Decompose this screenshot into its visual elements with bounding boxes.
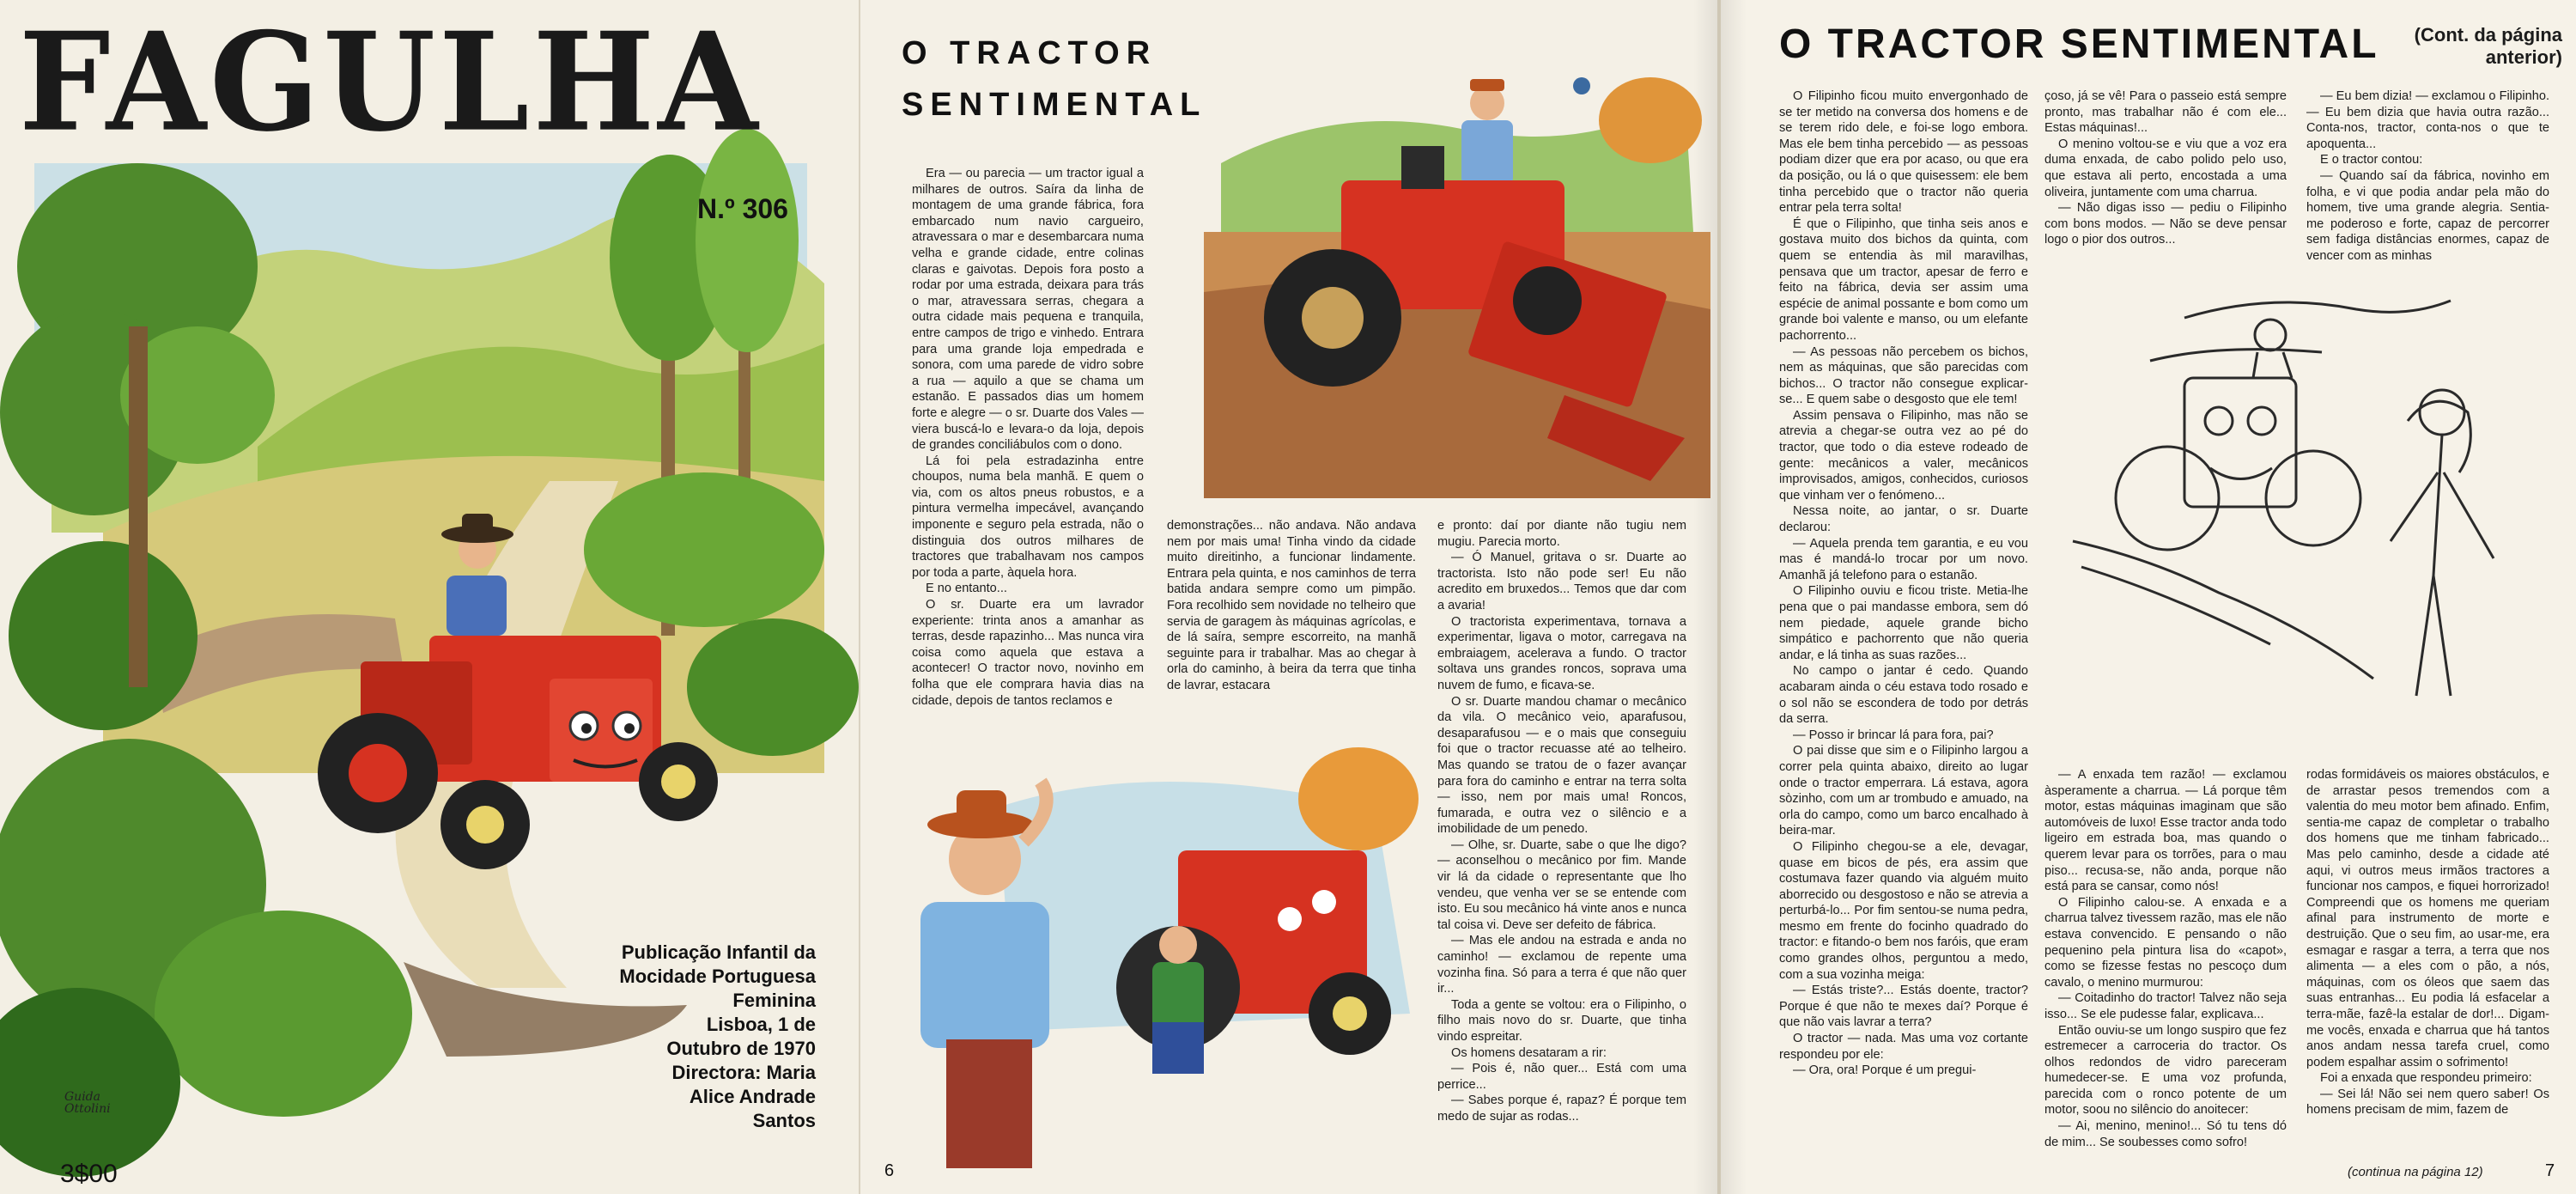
paragraph: — Ó Manuel, gritava o sr. Duarte ao tractorista. Isto não pode ser! Eu não acredito em bruxedos... Temos que dar com a avaria! xyxy=(1437,551,1686,612)
paragraph: — Aquela prenda tem garantia, e eu vou mas é mandá-lo trocar por um novo. Amanhã já telefono para o estanão. xyxy=(1779,536,2028,582)
page-number: 6 xyxy=(884,1161,895,1180)
paragraph: — Ora, ora! Porque é um pregui- xyxy=(1793,1063,1977,1078)
paragraph: Era — ou parecia — um tractor igual a milhares de outros. Saíra da linha de montagem de uma grande fábrica, fora embarcado num navio cargueiro, atravessara o mar e desembarcara numa velha e grande cidade, entre colinas claras e gaivotas. Depois fora posto a rodar por uma estrada, deixara para trás o mar, atravessara serras, chegara a outra cidade mais pequena e tranquila, entre campos de trigo e vinhedo. Entrara para uma grande loja empedrada e sonora, com uma parede de vidro sobre a rua — aquilo a que se chama um estanão. E passados dias um homem forte e alegre — o sr. Duarte dos Vales — viera buscá-lo e levara-o da loja, depois de grandes conciliábulos com o dono. xyxy=(912,167,1144,453)
paragraph: E o tractor contou: xyxy=(2320,153,2423,168)
paragraph: — Quando saí da fábrica, novinho em folha, e vi que podia andar pela mão do homem, tive uma grande alegria. Sentia-me poderoso e forte, capaz de percorrer sem fadiga distâncias enormes, capaz de vencer com as minhas xyxy=(2306,168,2549,263)
article-column-1 xyxy=(1779,88,2028,1079)
paragraph: E no entanto... xyxy=(926,582,1007,596)
continued-on-note: (continua na página 12) xyxy=(2348,1165,2483,1179)
paragraph: O tractor — nada. Mas uma voz cortante respondeu por ele: xyxy=(1779,1032,2028,1062)
paragraph: O Filipinho calou-se. A enxada e a charrua talvez tivessem razão, mas ele não estava convencido. E pensando o não pequenino pela pintura lisa do «capot», como se fizesse festas no pescoço dum cavalo, o menino murmurou: xyxy=(2044,895,2287,990)
paragraph: — Coitadinho do tractor! Talvez não seja isso... Se ele pudesse falar, explicava... xyxy=(2044,991,2287,1021)
paragraph: O Filipinho ouviu e ficou triste. Metia-lhe pena que o pai mandasse embora, sem dó nem piedade, aquele grande bicho simpático e pachorrento que não queria andar, e lá tinha as suas razões... xyxy=(1779,584,2028,662)
paragraph: — As pessoas não percebem os bichos, nem as máquinas, que são parecidas com bichos... O tractor não consegue explicar-se... E quem sabe o desgosto que ele tem! xyxy=(1779,344,2028,407)
article-column-3-bottom xyxy=(2306,767,2549,1118)
paragraph: Toda a gente se voltou: era o Filipinho, o filho mais novo do sr. Duarte, que tinha vindo espreitar. xyxy=(1437,997,1686,1044)
paragraph: É que o Filipinho, que tinha seis anos e gostava muito dos bichos da quinta, com quem se entendia às mil maravilhas, pensava que um tractor, apesar de ferro e feito na fábrica, devia ser assim uma espécie de animal possante e bom como um grande boi valente e manso, ou um elefante pachorrento... xyxy=(1779,216,2028,343)
cover-page xyxy=(0,0,859,1194)
cover-price: 3$00 xyxy=(60,1160,118,1188)
article-title xyxy=(902,27,1206,131)
illustration-boy-and-tractor-sketch xyxy=(2047,283,2562,747)
paragraph: — Pois é, não quer... Está com uma perrice... xyxy=(1437,1062,1686,1092)
title-line: SENTIMENTAL xyxy=(902,87,1207,123)
info-line: Publicação Infantil da xyxy=(621,941,816,963)
article-column-2-top xyxy=(2044,88,2287,248)
paragraph: demonstrações... não andava. Não andava nem por mais uma! Tinha vindo da cidade muito direitinho, a funcionar lindamente. Entrara pela quinta, e nos caminhos de terra batida andara sempre como um pimpão. Fora recolhido sem novidade no telheiro que servia de garagem às máquinas agrícolas, e de lá saíra, sempre escorreito, na manhã seguinte para ir trabalhar. Mas ao chegar à orla do caminho, à beira da terra que tinha de lavrar, estacara xyxy=(1167,519,1416,692)
info-line: Feminina xyxy=(732,990,816,1011)
paragraph: Assim pensava o Filipinho, mas não se atrevia a chegar-se outra vez ao pé do tractor, que todo o dia esteve rodeado de gente: mecânicos a valer, mecânicos improvisados, amigos, conhecidos, curiosos que vinham ver o fenómeno... xyxy=(1779,408,2028,503)
info-line: Directora: Maria xyxy=(671,1062,816,1083)
paragraph: — Mas ele andou na estrada e anda no caminho! — exclamou de repente uma vozinha fina. Só para a terra é que não quer ir... xyxy=(1437,934,1686,996)
paragraph: — Sabes porque é, rapaz? É porque tem medo de sujar as rodas... xyxy=(1437,1093,1686,1124)
artist-signature: Guida Ottolini xyxy=(64,1090,111,1116)
info-line: Outubro de 1970 xyxy=(666,1038,816,1059)
paragraph: Nessa noite, ao jantar, o sr. Duarte declarou: xyxy=(1779,504,2028,535)
article-column-3 xyxy=(1437,518,1686,1125)
paragraph: — Eu bem dizia! — exclamou o Filipinho. — Eu bem dizia que havia outra razão... Conta-nos, tractor, conta-nos o que te apoquenta... xyxy=(2306,89,2549,151)
article-page-left xyxy=(859,0,1719,1194)
paragraph: — Posso ir brincar lá para fora, pai? xyxy=(1793,728,1994,742)
paragraph: — Sei lá! Não sei nem quero saber! Os homens precisam de mim, fazem de xyxy=(2306,1087,2549,1118)
illustration-tractor-field xyxy=(1204,34,1710,498)
paragraph: — Não digas isso — pediu o Filipinho com bons modos. — Não se deve pensar logo o pior dos outros... xyxy=(2044,201,2287,247)
title-line: O TRACTOR xyxy=(902,35,1157,71)
page-number: 7 xyxy=(2545,1161,2555,1180)
masthead-title: FAGULHA xyxy=(19,3,762,162)
article-column-2-bottom xyxy=(2044,767,2287,1150)
continued-from-note: (Cont. da página anterior) xyxy=(2414,24,2562,68)
article-column-2 xyxy=(1167,518,1416,694)
paragraph: O pai disse que sim e o Filipinho largou a correr pela quinta abaixo, direito ao lugar onde o tractor emperrara. Lá estava, agora sòzinho, com um ar trombudo e amuado, na orla do campo, como um barco encalhado à beira-mar. xyxy=(1779,744,2028,838)
paragraph: çoso, já se vê! Para o passeio está sempre pronto, mas trabalhar não é com ele... Estas máquinas!... xyxy=(2044,89,2287,136)
illustration-mechanic-and-boy xyxy=(895,704,1427,1168)
paragraph: — Olhe, sr. Duarte, sabe o que lhe digo? — aconselhou o mecânico por fim. Mande vir lá da cidade o representante que lho vendeu, que venha ver se se entende com isto. Eu sou mecânico há vinte anos e nunca tal coisa vi. Deve ser defeito de fábrica. xyxy=(1437,838,1686,932)
paragraph: Foi a enxada que respondeu primeiro: xyxy=(2320,1071,2532,1086)
paragraph: Então ouviu-se um longo suspiro que fez estremecer a carroceria do tractor. Os olhos redondos de vidro pareceram humedecer-se. E uma voz profunda, parecida com o ronco potente de um motor, soou no silêncio do anoitecer: xyxy=(2044,1023,2287,1118)
info-line: Mocidade Portuguesa xyxy=(619,966,816,987)
info-line: Lisboa, 1 de xyxy=(706,1014,816,1035)
paragraph: O sr. Duarte era um lavrador experiente: trinta anos a amanhar as terras, desde rapazinho... Mas nunca vira coisa como aquela que estava a acontecer! O tractor novo, novinho em folha que ele comprara havia dias na cidade, depois de tantos reclamos e xyxy=(912,598,1144,708)
paragraph: No campo o jantar é cedo. Quando acabaram ainda o céu estava todo rosado e o sol não se escondera de todo por detrás da serra. xyxy=(1779,664,2028,727)
issue-number: N.º 306 xyxy=(697,193,788,224)
paragraph: Lá foi pela estradazinha entre choupos, numa bela manhã. E quem o via, com os altos pneus robustos, e a pintura vermelha impecável, avançando imponente e seguro pela estrada, não o distinguia dos outros milhares de tractores que trabalhavam nos campos por toda a parte, àquela hora. xyxy=(912,454,1144,580)
paragraph: — A enxada tem razão! — exclamou àsperamente a charrua. — Lá porque têm motor, estas máquinas imaginam que são automóveis de luxo! Esse tractor anda todo ligeiro em estrada boa, mas quando o querem levar para os torrões, para o mau piso... recusa-se, não anda, porque não está para se cansar, como nós! xyxy=(2044,768,2287,894)
paragraph: O Filipinho chegou-se a ele, devagar, quase em bicos de pés, era assim que costumava fazer quando via alguém muito aborrecido ou desgostoso e não se atrevia a perturbá-lo... Por fim sentou-se numa pedra, mesmo em frente do focinho quadrado do tractor: e fitando-o bem nos faróis, que eram como grandes olhos, perguntou a medo, com a sua vozinha meiga: xyxy=(1779,839,2028,982)
article-page-right xyxy=(1717,0,2576,1194)
article-title: O TRACTOR SENTIMENTAL xyxy=(1779,21,2379,67)
paragraph: O menino voltou-se e viu que a voz era duma enxada, de cabo polido pelo uso, que estava ali perto, encostada a uma oliveira, juntamente com uma charrua. xyxy=(2044,137,2287,199)
article-column-3-top xyxy=(2306,88,2549,265)
paragraph: — Estás triste?... Estás doente, tractor? Porque é que não te mexes daí? Porque é que não vais lavrar a terra? xyxy=(1779,984,2028,1030)
paragraph: e pronto: daí por diante não tugiu nem mugiu. Parecia morto. xyxy=(1437,519,1686,549)
paragraph: O sr. Duarte mandou chamar o mecânico da vila. O mecânico veio, aparafusou, desaparafusou — e o mais que conseguiu foi que o tractor recuasse até ao telheiro. Mas quando se tratou de o fazer avançar para fora do caminho e entrar na terra solta — isso, nem por mais uma! Roncos, fumarada, e outra vez o silêncio e a imobilidade de um penedo. xyxy=(1437,694,1686,837)
article-column-1 xyxy=(912,166,1144,709)
paragraph: O tractorista experimentava, tornava a experimentar, ligava o motor, carregava na embraiagem, acelerava a fundo. O tractor soltava uns grandes roncos, soprava uma nuvem de fumo, e ficava-se. xyxy=(1437,614,1686,692)
publication-info xyxy=(601,941,816,1133)
info-line: Santos xyxy=(752,1110,816,1131)
paragraph: — Ai, menino, menino!... Só tu tens dó de mim... Se soubesses como sofro! xyxy=(2044,1119,2287,1149)
paragraph: Os homens desataram a rir: xyxy=(1451,1045,1607,1060)
paragraph: rodas formidáveis os maiores obstáculos, e de arrastar pesos tremendos com a valentia do meu motor bem afinado. Enfim, sentia-me capaz de completar o trabalho dos homens que me tinham fabricado... Mas pelo caminho, desde a cidade até aqui, vi outros meus irmãos tractores a funcionar nos campos, e fiquei horrorizado! Compreendi que os homens me queriam afinal para instrumento de morte e destruição. Que o seu fim, ao usar-me, era esmagar e rasgar a terra, a terra que nos alimenta — a eles com o pão, a nós, máquinas, com os óleos que saem das suas entranhas... Eu podia lá esfacelar a terra-mãe, fazê-la estalar de dor!... Digam-me vocês, enxada e charrua que há tantos anos andam nessa tarefa cruel, como podem espalhar assim o sofrimento! xyxy=(2306,768,2549,1069)
page-gutter-shadow xyxy=(1721,0,1747,1194)
paragraph: O Filipinho ficou muito envergonhado de se ter metido na conversa dos homens e de se terem rido dele, e foi-se logo embora. Mas ele bem tinha percebido — as pessoas podiam dizer que era por acaso, ou que era da posição, ou lá o que quisessem: ele bem tinha percebido que o tractor não queria entrar pela terra solta! xyxy=(1779,89,2028,216)
info-line: Alice Andrade xyxy=(689,1086,816,1107)
